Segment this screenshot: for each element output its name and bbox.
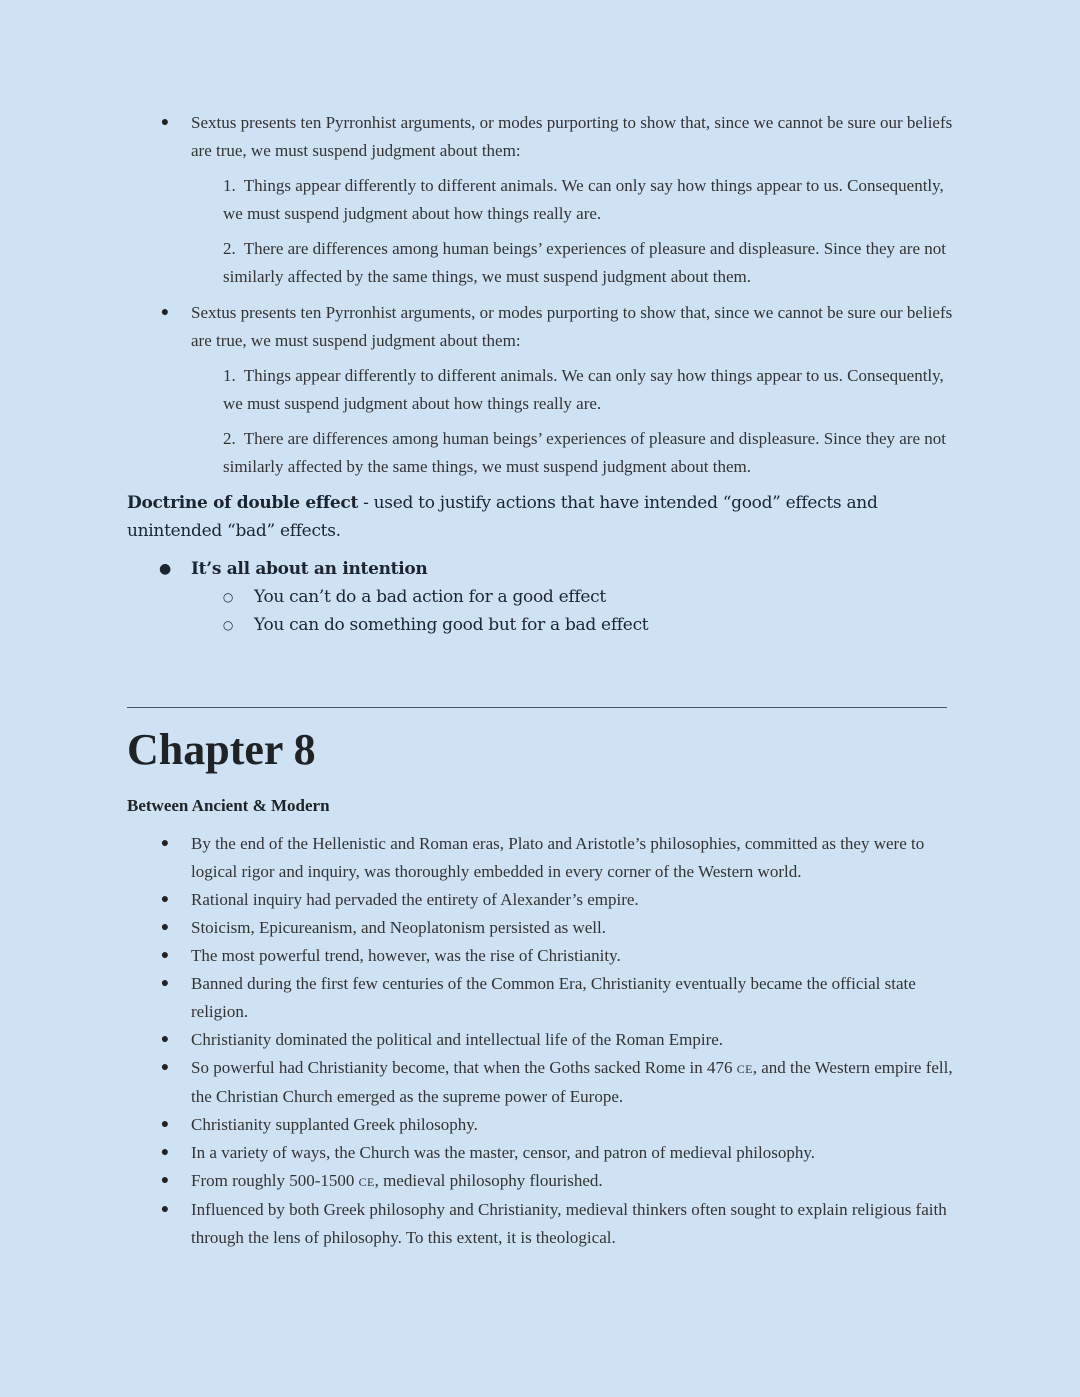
doctrine-paragraph <box>127 489 947 545</box>
bullet-item <box>0 914 1080 942</box>
numbered-item <box>0 172 1080 228</box>
bullet-item <box>0 886 1080 914</box>
bullet-text: Christianity dominated the political and intellectual life of the Roman Empire. <box>191 1030 724 1049</box>
doctrine-term: Doctrine of double effect <box>127 493 358 513</box>
bullet-item <box>0 1196 1080 1252</box>
bullet-icon: ● <box>160 892 170 907</box>
bullet-item <box>0 109 1080 165</box>
bullet-text: Stoicism, Epicureanism, and Neoplatonism persisted as well. <box>191 918 607 937</box>
item-number: 1. <box>223 366 236 385</box>
bullet-text: By the end of the Hellenistic and Roman eras, Plato and Aristotle’s philosophies, committed as they were to logical rigor and inquiry, was thoroughly embedded in every corner of the Western world. <box>191 834 925 881</box>
era-abbrev: CE <box>358 1175 375 1189</box>
bullet-icon: ● <box>160 115 170 130</box>
doctrine-list <box>0 555 1080 639</box>
bullet-text: The most powerful trend, however, was the rise of Christianity. <box>191 946 621 965</box>
bullet-item <box>0 970 1080 1026</box>
bullet-icon: ● <box>160 976 170 991</box>
doctrine-definition: - used to justify actions that have intended “good” effects and unintended “bad” effects. <box>127 493 878 541</box>
bullet-text: In a variety of ways, the Church was the master, censor, and patron of medieval philosophy. <box>191 1143 815 1162</box>
text-segment: From roughly 500-1500 <box>191 1171 359 1190</box>
item-text: Things appear differently to different animals. We can only say how things appear to us. Consequently, we must suspend judgment about how things really are. <box>223 366 944 413</box>
era-abbrev: CE <box>736 1062 753 1076</box>
section-subheading: Between Ancient & Modern <box>127 796 330 815</box>
sextus-block-1 <box>0 109 1080 291</box>
text-segment: So powerful had Christianity become, that when the Goths sacked Rome in 476 <box>191 1058 737 1077</box>
bullet-item <box>0 830 1080 886</box>
hollow-bullet-icon: ○ <box>222 618 234 632</box>
bullet-item <box>0 1111 1080 1139</box>
bullet-item <box>0 299 1080 355</box>
item-number: 2. <box>223 239 236 258</box>
sub-bullet-item <box>0 583 1080 611</box>
bullet-icon: ● <box>160 1117 170 1132</box>
bullet-icon: ● <box>160 948 170 963</box>
text-segment: , medieval philosophy flourished. <box>374 1171 603 1190</box>
chapter-bullet-list <box>0 830 1080 1252</box>
bullet-item <box>0 1054 1080 1111</box>
bullet-item <box>0 1167 1080 1196</box>
sub-bullet-text: You can’t do a bad action for a good effect <box>254 587 606 607</box>
bullet-icon: ● <box>160 1032 170 1047</box>
bullet-text: It’s all about an intention <box>191 559 428 579</box>
bullet-icon: ● <box>160 1173 170 1188</box>
sextus-block-2 <box>0 299 1080 481</box>
item-text: There are differences among human beings’ experiences of pleasure and displeasure. Since they are not similarly affected by the same things, we must suspend judgment about them. <box>223 429 946 476</box>
bullet-text: Sextus presents ten Pyrronhist arguments, or modes purporting to show that, since we cannot be sure our beliefs are true, we must suspend judgment about them: <box>191 303 953 350</box>
chapter-title: Chapter 8 <box>127 725 316 774</box>
bullet-icon: ● <box>160 1145 170 1160</box>
item-number: 2. <box>223 429 236 448</box>
bullet-icon: ● <box>160 920 170 935</box>
bullet-item <box>0 555 1080 583</box>
bullet-text: Influenced by both Greek philosophy and Christianity, medieval thinkers often sought to explain religious faith through the lens of philosophy. To this extent, it is theological. <box>191 1200 947 1247</box>
horizontal-rule <box>127 707 947 708</box>
bullet-icon: ● <box>160 836 170 851</box>
bullet-text <box>191 1058 953 1106</box>
bullet-item <box>0 1139 1080 1167</box>
bullet-text: Sextus presents ten Pyrronhist arguments, or modes purporting to show that, since we cannot be sure our beliefs are true, we must suspend judgment about them: <box>191 113 953 160</box>
bullet-icon: ● <box>160 1202 170 1217</box>
bullet-text <box>191 1171 603 1190</box>
bullet-text: Rational inquiry had pervaded the entirety of Alexander’s empire. <box>191 890 639 909</box>
bullet-item <box>0 1026 1080 1054</box>
bullet-icon: ● <box>160 305 170 320</box>
hollow-bullet-icon: ○ <box>222 590 234 604</box>
item-text: Things appear differently to different animals. We can only say how things appear to us. Consequently, we must suspend judgment about how things really are. <box>223 176 944 223</box>
numbered-item <box>0 235 1080 291</box>
sub-bullet-text: You can do something good but for a bad effect <box>254 615 649 635</box>
sub-bullet-item <box>0 611 1080 639</box>
numbered-item <box>0 425 1080 481</box>
text-segment: , and the Western empire fell, the Christian Church emerged as the supreme power of Europe. <box>191 1058 953 1106</box>
bullet-icon: ● <box>159 561 171 577</box>
bullet-icon: ● <box>160 1060 170 1075</box>
item-number: 1. <box>223 176 236 195</box>
item-text: There are differences among human beings’ experiences of pleasure and displeasure. Since they are not similarly affected by the same things, we must suspend judgment about them. <box>223 239 946 286</box>
numbered-item <box>0 362 1080 418</box>
bullet-item <box>0 942 1080 970</box>
bullet-text: Christianity supplanted Greek philosophy. <box>191 1115 478 1134</box>
bullet-text: Banned during the first few centuries of the Common Era, Christianity eventually became the official state religion. <box>191 974 916 1021</box>
